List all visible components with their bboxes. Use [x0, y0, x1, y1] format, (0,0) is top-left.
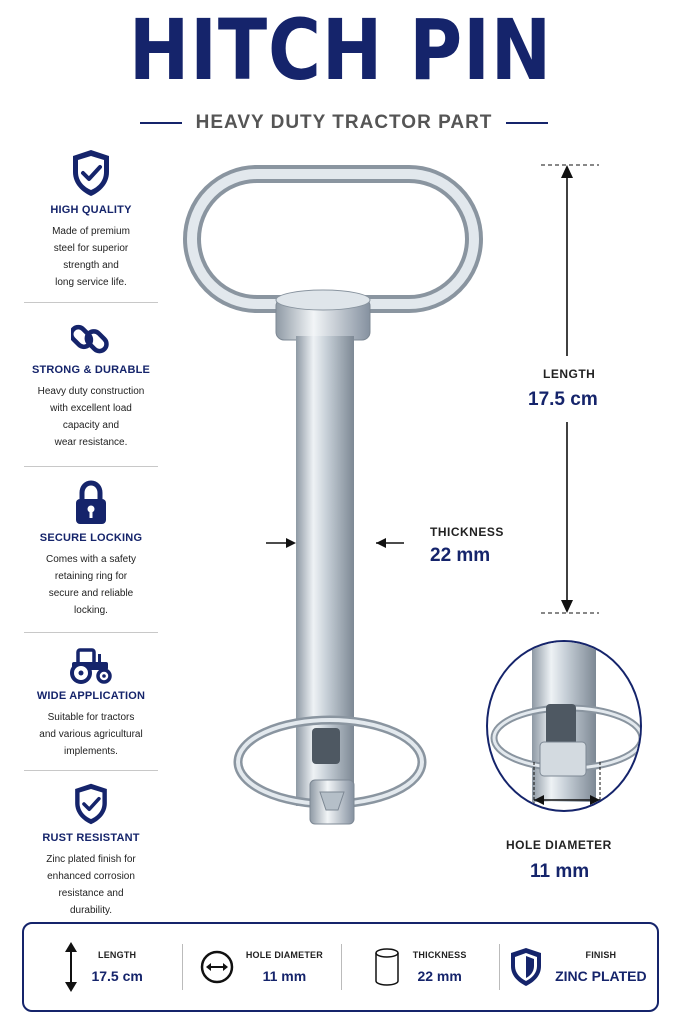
- spec-label: HOLE DIAMETER: [245, 950, 323, 960]
- spec-length: [24, 938, 182, 996]
- feature-rust-resistant: [20, 782, 162, 919]
- subtitle-rule-left: [140, 122, 182, 124]
- feature-title: SECURE LOCKING: [39, 532, 143, 544]
- feature-line: capacity and: [62, 420, 120, 431]
- feature-title: RUST RESISTANT: [42, 832, 140, 844]
- feature-description: [20, 709, 162, 760]
- thickness-label: THICKNESS: [430, 525, 504, 539]
- spec-value: 22 mm: [417, 968, 462, 984]
- feature-title: WIDE APPLICATION: [36, 690, 146, 702]
- spec-value: 11 mm: [262, 968, 307, 984]
- feature-line: and various agricultural: [39, 729, 143, 740]
- feature-line: strength and: [63, 260, 119, 271]
- tractor-icon: [68, 646, 114, 684]
- feature-secure-locking: [20, 480, 162, 619]
- feature-line: resistance and: [58, 888, 124, 899]
- length-label: LENGTH: [543, 367, 596, 381]
- feature-title: HIGH QUALITY: [50, 204, 132, 216]
- feature-line: long service life.: [55, 277, 127, 288]
- feature-line: Made of premium: [52, 226, 130, 237]
- feature-high-quality: [20, 148, 162, 291]
- vertical-arrow-icon: [63, 941, 79, 993]
- shield-icon: [509, 947, 543, 987]
- feature-line: locking.: [74, 605, 108, 616]
- length-value: 17.5 cm: [528, 389, 598, 410]
- feature-divider: [24, 302, 158, 303]
- feature-strong-durable: [20, 316, 162, 451]
- feature-line: wear resistance.: [54, 437, 128, 448]
- spec-bar: [22, 922, 659, 1012]
- feature-line: durability.: [69, 905, 113, 916]
- hole-diameter-zoom: [486, 640, 642, 812]
- feature-line: Zinc plated finish for: [46, 854, 136, 865]
- feature-line: Comes with a safety: [45, 554, 137, 565]
- spec-thickness: [341, 938, 499, 996]
- spec-label: FINISH: [585, 950, 617, 960]
- feature-line: with excellent load: [50, 403, 132, 414]
- feature-line: enhanced corrosion: [47, 871, 135, 882]
- feature-divider: [24, 770, 158, 771]
- feature-description: [20, 851, 162, 919]
- feature-line: implements.: [64, 746, 118, 757]
- page-title: HITCH PIN: [128, 1, 553, 99]
- hole-detail-image: [488, 642, 642, 812]
- feature-description: [20, 551, 162, 619]
- shield-check-icon: [69, 148, 113, 198]
- hole-diameter-value: 11 mm: [530, 861, 590, 882]
- feature-line: steel for superior: [53, 243, 129, 254]
- feature-divider: [24, 632, 158, 633]
- hole-diameter-icon: [200, 950, 234, 984]
- thickness-value: 22 mm: [430, 545, 491, 566]
- feature-wide-application: [20, 646, 162, 760]
- spec-value: 17.5 cm: [91, 968, 143, 984]
- feature-description: [20, 223, 162, 291]
- hitch-pin-image: [160, 150, 520, 850]
- feature-line: retaining ring for: [54, 571, 128, 582]
- feature-line: Heavy duty construction: [37, 386, 145, 397]
- spec-finish: [499, 938, 657, 996]
- shield-check-icon: [71, 782, 111, 826]
- feature-description: [20, 383, 162, 451]
- feature-line: secure and reliable: [48, 588, 134, 599]
- subtitle-rule-right: [506, 122, 548, 124]
- feature-divider: [24, 466, 158, 467]
- thickness-dimension-arrows: [266, 534, 406, 552]
- padlock-icon: [73, 480, 109, 526]
- cylinder-icon: [373, 947, 401, 987]
- spec-value: ZINC PLATED: [555, 968, 647, 984]
- feature-line: Suitable for tractors: [47, 712, 135, 723]
- spec-label: LENGTH: [98, 950, 137, 960]
- feature-title: STRONG & DURABLE: [31, 364, 151, 376]
- spec-hole-diameter: [182, 938, 340, 996]
- page-subtitle: HEAVY DUTY TRACTOR PART: [195, 112, 493, 133]
- subtitle-row: [140, 110, 548, 136]
- hole-diameter-label: HOLE DIAMETER: [506, 838, 612, 852]
- chain-link-icon: [71, 316, 111, 358]
- spec-label: THICKNESS: [412, 950, 467, 960]
